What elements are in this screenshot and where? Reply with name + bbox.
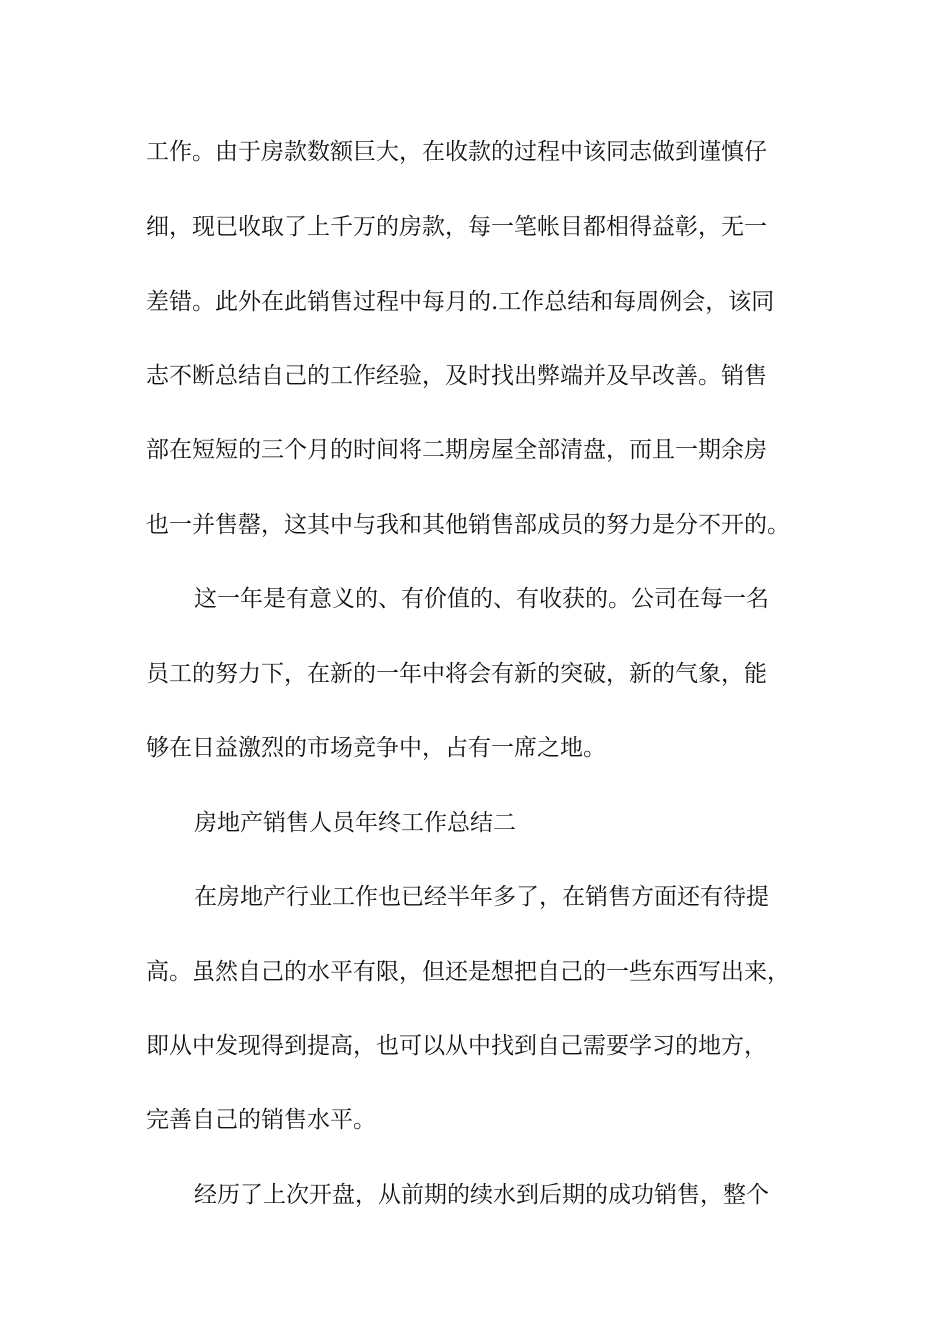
text-line: 即从中发现得到提高，也可以从中找到自己需要学习的地方，	[146, 1033, 767, 1059]
section-heading: 房地产销售人员年终工作总结二	[194, 810, 516, 836]
text-line: 完善自己的销售水平。	[146, 1107, 376, 1133]
text-line: 细，现已收取了上千万的房款，每一笔帐目都相得益彰，无一	[146, 214, 767, 240]
text-line: 高。虽然自己的水平有限，但还是想把自己的一些东西写出来，	[146, 959, 790, 985]
text-line: 志不断总结自己的工作经验，及时找出弊端并及早改善。销售	[146, 363, 767, 389]
paragraph-first-line: 经历了上次开盘，从前期的续水到后期的成功销售，整个	[194, 1182, 769, 1208]
text-line: 部在短短的三个月的时间将二期房屋全部清盘，而且一期余房	[146, 437, 767, 463]
text-line: 工作。由于房款数额巨大，在收款的过程中该同志做到谨慎仔	[146, 139, 767, 165]
paragraph-first-line: 在房地产行业工作也已经半年多了，在销售方面还有待提	[194, 884, 769, 910]
text-line: 够在日益激烈的市场竞争中，占有一席之地。	[146, 735, 606, 761]
text-line: 也一并售罄，这其中与我和其他销售部成员的努力是分不开的。	[146, 512, 790, 538]
paragraph-first-line: 这一年是有意义的、有价值的、有收获的。公司在每一名	[194, 586, 769, 612]
text-line: 差错。此外在此销售过程中每月的.工作总结和每周例会，该同	[146, 289, 775, 315]
text-line: 员工的努力下，在新的一年中将会有新的突破，新的气象，能	[146, 661, 767, 687]
